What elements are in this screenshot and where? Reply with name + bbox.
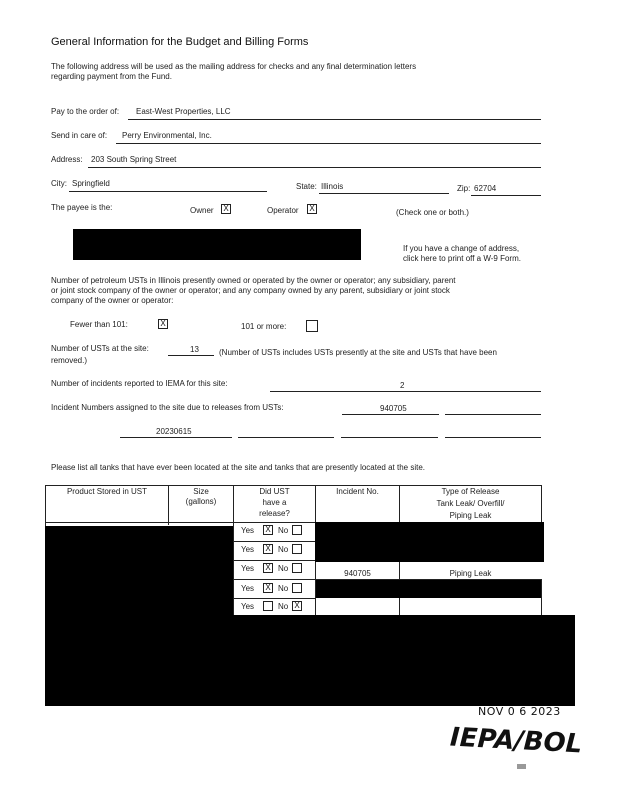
row-5-yes-checkbox[interactable]: [263, 601, 273, 611]
row-3-no-checkbox[interactable]: [292, 563, 302, 573]
iepa-bol-stamp: IEPA/BOL: [449, 722, 583, 760]
state-label: State:: [296, 182, 317, 191]
header-type-line-2: Tank Leak/ Overfill/: [436, 499, 505, 508]
pay-to-underline: [128, 119, 541, 120]
address-value[interactable]: 203 South Spring Street: [91, 155, 177, 164]
ust-count-line-3: company of the owner or operator:: [51, 296, 174, 305]
row-3-incident: 940705: [344, 569, 371, 578]
row-5-no-label: No: [278, 602, 289, 611]
row-5-yes-label: Yes: [241, 602, 255, 611]
row-2-no-checkbox[interactable]: [292, 544, 302, 554]
usts-at-site-underline: [168, 355, 214, 356]
row-1-yes-label: Yes: [241, 526, 255, 535]
fewer-than-101-checkbox[interactable]: X: [158, 319, 168, 329]
w9-note-line-1: If you have a change of address,: [403, 244, 520, 253]
table-redaction-left: [45, 526, 233, 706]
row-5-no-checkbox[interactable]: X: [292, 601, 302, 611]
header-product: Product Stored in UST: [66, 487, 148, 496]
intro-text-line-1: The following address will be used as the mailing address for checks and any final determination letters: [51, 62, 417, 71]
row-3-yes-checkbox[interactable]: X: [263, 563, 273, 573]
received-date-stamp: NOV 0 6 2023: [478, 705, 561, 718]
owner-label: Owner: [190, 206, 214, 215]
check-note: (Check one or both.): [396, 208, 469, 217]
row-3-no-label: No: [278, 564, 289, 573]
row-3-type: Piping Leak: [449, 569, 492, 578]
incidents-label: Number of incidents reported to IEMA for this site:: [51, 379, 228, 388]
header-type-line-1: Type of Release: [441, 487, 500, 496]
row-1-no-label: No: [278, 526, 289, 535]
city-value[interactable]: Springfield: [72, 179, 110, 188]
usts-note-line-1: (Number of USTs includes USTs presently at the site and USTs that have been: [219, 348, 497, 357]
row-2-no-label: No: [278, 545, 289, 554]
form-heading: General Information for the Budget and Billing Forms: [51, 36, 309, 48]
usts-at-site-value[interactable]: 13: [190, 345, 199, 354]
header-release-line-3: release?: [259, 509, 290, 518]
intro-text-line-2: regarding payment from the Fund.: [51, 72, 172, 81]
owner-checkbox[interactable]: X: [221, 204, 231, 214]
row-4-no-label: No: [278, 584, 289, 593]
page-mark: [517, 764, 526, 769]
state-value[interactable]: Illinois: [321, 182, 344, 191]
incident-number-2[interactable]: 20230615: [156, 427, 192, 436]
city-label: City:: [51, 179, 67, 188]
row-2-yes-checkbox[interactable]: X: [263, 544, 273, 554]
row-3-yes-label: Yes: [241, 564, 255, 573]
usts-at-site-label: Number of USTs at the site:: [51, 344, 149, 353]
care-of-underline: [116, 143, 541, 144]
incidents-value[interactable]: 2: [400, 381, 405, 390]
incident-number-blank-underline-3: [341, 437, 438, 438]
header-size-line-2: (gallons): [185, 497, 217, 506]
incident-number-blank-underline-4: [445, 437, 541, 438]
ust-count-line-1: Number of petroleum USTs in Illinois presently owned or operated by the owner or operator; any subsidiary, parent: [51, 276, 456, 285]
zip-underline: [471, 195, 541, 196]
city-underline: [69, 191, 267, 192]
tanks-instruction: Please list all tanks that have ever been located at the site and tanks that are presently located at the site.: [51, 463, 426, 472]
101-or-more-label: 101 or more:: [241, 322, 287, 331]
table-redaction-upper-right: [315, 522, 544, 562]
row-4-no-checkbox[interactable]: [292, 583, 302, 593]
address-underline: [88, 167, 541, 168]
state-underline: [319, 193, 449, 194]
incident-number-1[interactable]: 940705: [380, 404, 407, 413]
payee-is-label: The payee is the:: [51, 203, 113, 212]
row-4-yes-checkbox[interactable]: X: [263, 583, 273, 593]
operator-label: Operator: [267, 206, 299, 215]
redacted-block: [73, 229, 361, 260]
101-or-more-checkbox[interactable]: [306, 320, 318, 332]
table-redaction-bottom: [232, 615, 575, 706]
pay-to-label: Pay to the order of:: [51, 107, 120, 116]
pay-to-value[interactable]: East-West Properties, LLC: [136, 107, 231, 116]
table-redaction-middle-right: [316, 580, 541, 598]
address-label: Address:: [51, 155, 83, 164]
header-release-line-1: Did UST: [259, 487, 290, 496]
incident-number-1-underline: [342, 414, 439, 415]
incidents-underline: [270, 391, 541, 392]
ust-count-line-2: or joint stock company of the owner or operator; and any company owned by any parent, subsidiary or joint stock: [51, 286, 450, 295]
usts-note-line-2: removed.): [51, 356, 88, 365]
operator-checkbox[interactable]: X: [307, 204, 317, 214]
row-2-yes-label: Yes: [241, 545, 255, 554]
row-1-yes-checkbox[interactable]: X: [263, 525, 273, 535]
incident-number-blank-underline-2: [238, 437, 334, 438]
row-1-no-checkbox[interactable]: [292, 525, 302, 535]
incident-number-2-underline: [120, 437, 232, 438]
header-size-line-1: Size: [193, 487, 209, 496]
header-release-line-2: have a: [262, 498, 287, 507]
fewer-than-101-label: Fewer than 101:: [70, 320, 128, 329]
header-type-line-3: Piping Leak: [449, 511, 492, 520]
incident-numbers-label: Incident Numbers assigned to the site due to releases from USTs:: [51, 403, 284, 412]
header-incident: Incident No.: [336, 487, 379, 496]
zip-label: Zip:: [457, 184, 471, 193]
care-of-label: Send in care of:: [51, 131, 108, 140]
w9-note-line-2[interactable]: click here to print off a W-9 Form.: [403, 254, 521, 263]
care-of-value[interactable]: Perry Environmental, Inc.: [122, 131, 212, 140]
incident-number-blank-underline-1: [445, 414, 541, 415]
row-4-yes-label: Yes: [241, 584, 255, 593]
zip-value[interactable]: 62704: [474, 184, 497, 193]
